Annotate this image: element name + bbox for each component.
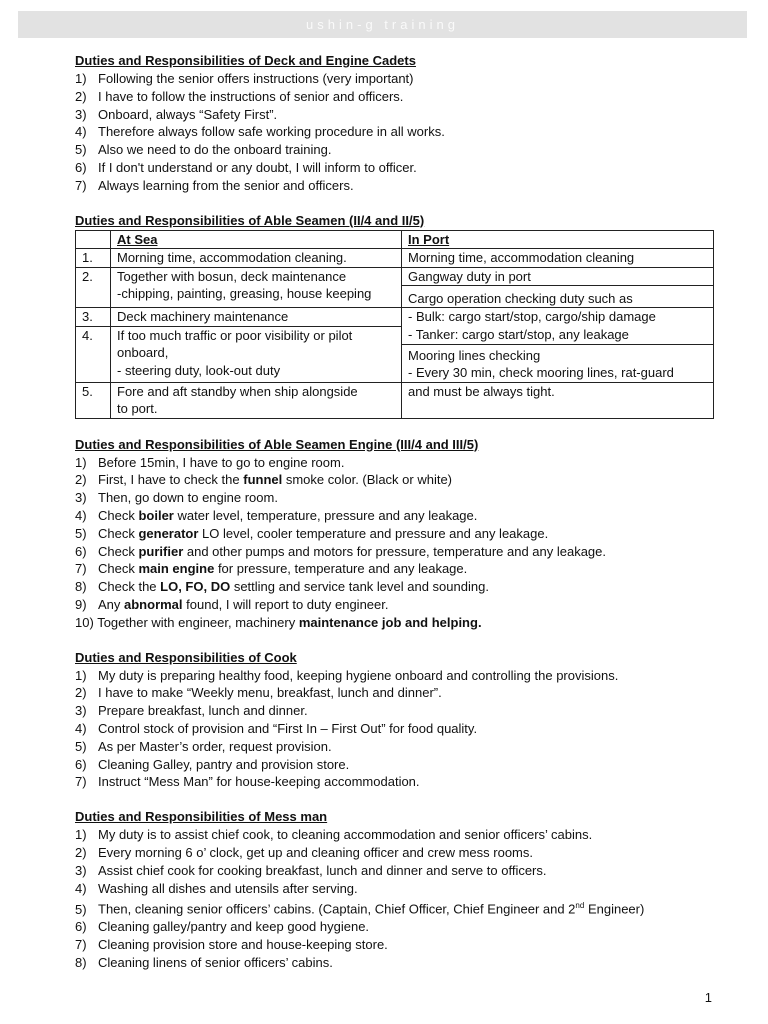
list-item: 6) Check purifier and other pumps and motors for pressure, temperature and any leakage. [75,543,607,559]
at-sea-cell: Deck machinery maintenance [111,308,402,327]
in-port-cell: - Tanker: cargo start/stop, any leakage Mooring lines checking - Every 30 min, check mooring lines, rat-guard [402,326,714,382]
list-item: 9) Any abnormal found, I will report to duty engineer. [75,596,389,612]
header-cell-num [76,230,111,249]
in-port-cell: and must be always tight. [402,382,714,418]
list-item: 6) Cleaning Galley, pantry and provision store. [75,756,350,772]
in-port-cell: Morning time, accommodation cleaning [402,249,714,268]
list-item: 5) Check generator LO level, cooler temperature and pressure and any leakage. [75,525,549,541]
list-item: 3) Onboard, always “Safety First”. [75,106,278,122]
section-title-engine: Duties and Responsibilities of Able Seamen Engine (III/4 and III/5) [75,436,479,452]
able-seamen-table [75,230,714,419]
list-cadets [75,70,715,195]
list-item: 1) My duty is preparing healthy food, keeping hygiene onboard and controlling the provisions. [75,667,619,683]
header-cell-at-sea: At Sea [111,230,402,249]
list-item: 4) Control stock of provision and “First In – First Out” for food quality. [75,720,478,736]
list-item: 7) Instruct “Mess Man” for house-keeping accommodation. [75,774,420,790]
row-number: 3. [76,308,111,327]
list-item: 5) As per Master’s order, request provision. [75,738,332,754]
list-item: 2) I have to follow the instructions of senior and officers. [75,88,404,104]
in-port-cell: - Bulk: cargo start/stop, cargo/ship damage [402,308,714,327]
list-item: 3) Then, go down to engine room. [75,490,278,506]
in-port-cell: Gangway duty in port Cargo operation checking duty such as [402,267,714,308]
list-item: 6) Cleaning galley/pantry and keep good hygiene. [75,919,370,935]
table-row [76,382,714,418]
document-body [75,52,715,972]
list-item: 2) Every morning 6 o’ clock, get up and cleaning officer and crew mess rooms. [75,844,533,860]
list-item: 3) Prepare breakfast, lunch and dinner. [75,703,308,719]
section-title-cadets: Duties and Responsibilities of Deck and Engine Cadets [75,53,416,68]
list-item: 8) Cleaning linens of senior officers’ cabins. [75,955,333,971]
list-item: 4) Washing all dishes and utensils after serving. [75,880,358,896]
list-item: 5) Then, cleaning senior officers’ cabins. (Captain, Chief Officer, Chief Engineer and 2nd Engineer) [75,901,645,917]
section-title-messman: Duties and Responsibilities of Mess man [75,809,328,825]
at-sea-cell: Together with bosun, deck maintenance -chipping, painting, greasing, house keeping [111,267,402,308]
list-engine [75,454,715,632]
table-row [76,267,714,308]
header-cell-in-port: In Port [402,230,714,249]
list-item: 2) I have to make “Weekly menu, breakfast, lunch and dinner”. [75,685,442,701]
row-number: 1. [76,249,111,268]
list-item: 7) Always learning from the senior and officers. [75,177,354,193]
at-sea-cell: If too much traffic or poor visibility or pilot onboard, - steering duty, look-out duty [111,326,402,382]
list-messman [75,826,715,972]
list-item: 7) Cleaning provision store and house-keeping store. [75,937,388,953]
list-item: 4) Check boiler water level, temperature, pressure and any leakage. [75,507,478,523]
row-number: 5. [76,382,111,418]
list-item: 1) Following the senior offers instructions (very important) [75,71,414,86]
section-title-cook: Duties and Responsibilities of Cook [75,649,297,665]
table-row [76,249,714,268]
at-sea-cell: Morning time, accommodation cleaning. [111,249,402,268]
page-number: 1 [704,990,712,1005]
list-item: 2) First, I have to check the funnel smoke color. (Black or white) [75,472,453,488]
list-item: 7) Check main engine for pressure, temperature and any leakage. [75,561,468,577]
list-item: 10) Together with engineer, machinery maintenance job and helping. [75,614,482,630]
list-item: 1) Before 15min, I have to go to engine room. [75,454,345,470]
list-item: 8) Check the LO, FO, DO settling and service tank level and sounding. [75,579,489,595]
table-header-row [76,230,714,249]
table-row [76,308,714,327]
list-cook [75,667,715,792]
at-sea-cell: Fore and aft standby when ship alongside to port. [111,382,402,418]
section-title-able-seamen: Duties and Responsibilities of Able Seamen (II/4 and II/5) [75,212,425,228]
table-row [76,326,714,382]
list-item: 6) If I don't understand or any doubt, I will inform to officer. [75,159,417,175]
list-item: 5) Also we need to do the onboard training. [75,142,332,158]
list-item: 4) Therefore always follow safe working procedure in all works. [75,124,445,140]
page-header: ushin-g training [18,11,747,38]
list-item: 1) My duty is to assist chief cook, to cleaning accommodation and senior officers’ cabins. [75,827,593,843]
row-number: 2. [76,267,111,308]
row-number: 4. [76,326,111,382]
list-item: 3) Assist chief cook for cooking breakfast, lunch and dinner and serve to officers. [75,862,547,878]
